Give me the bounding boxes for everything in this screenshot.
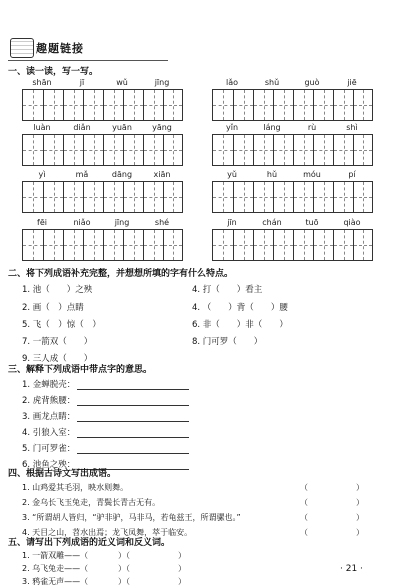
grid-cell[interactable] [273, 230, 293, 260]
grid-cell[interactable] [143, 90, 163, 120]
answer-line[interactable] [77, 428, 189, 438]
pinyin-label: jī [79, 78, 85, 87]
grid-cell[interactable] [253, 135, 273, 165]
poem-item: 1. 山鸡爱其毛羽，映水则舞。 [22, 483, 129, 492]
fill-item[interactable]: 7. 一箭双（ ） [22, 337, 93, 347]
section2-title: 二、将下列成语补充完整，并想想所填的字有什么特点。 [8, 269, 234, 279]
grid-cell[interactable] [313, 90, 333, 120]
grid-cell[interactable] [103, 230, 123, 260]
answer-blank[interactable]: ）（ ） [118, 564, 186, 573]
poem-item: 2. 金乌长飞玉兔走，青鬓长青古无有。 [22, 498, 161, 507]
grid-cell[interactable] [333, 90, 353, 120]
grid-cell[interactable] [163, 135, 182, 165]
pinyin-label: mǎ [75, 170, 89, 179]
pinyin-label: xiān [153, 170, 171, 179]
grid-cell[interactable] [233, 90, 253, 120]
grid-cell[interactable] [103, 135, 123, 165]
answer-blank[interactable]: ）（ ） [118, 577, 186, 586]
item-text: 5. 门可罗雀： [22, 444, 76, 454]
pinyin-label: yuān [112, 123, 132, 132]
writing-grid[interactable] [22, 229, 183, 261]
pinyin-label: láng [263, 123, 281, 132]
header-title: 趣题链接 [36, 42, 84, 55]
pinyin-label: shì [346, 123, 358, 132]
pinyin-label: hǔ [266, 170, 278, 179]
item-text: 3. 画龙点睛： [22, 412, 76, 422]
answer-line[interactable] [77, 380, 189, 390]
grid-cell[interactable] [253, 90, 273, 120]
writing-grid[interactable] [212, 89, 373, 121]
pinyin-label: jīng [114, 218, 130, 227]
section1-title: 一、读一读，写一写。 [8, 67, 99, 77]
fill-item[interactable]: 5. 飞（ ）惊（ ） [22, 320, 101, 330]
grid-cell[interactable] [143, 182, 163, 212]
synonym-item: 1. 一箭双雕——（ [22, 551, 89, 560]
grid-cell[interactable] [63, 230, 83, 260]
pinyin-label: yì [38, 170, 46, 179]
pinyin-label: fēi [37, 218, 47, 227]
grid-cell[interactable] [123, 90, 143, 120]
grid-cell[interactable] [143, 135, 163, 165]
grid-cell[interactable] [163, 90, 182, 120]
grid-cell[interactable] [353, 182, 372, 212]
grid-cell[interactable] [213, 230, 233, 260]
grid-cell[interactable] [103, 182, 123, 212]
grid-cell[interactable] [213, 90, 233, 120]
pinyin-label: niǎo [73, 218, 91, 227]
pinyin-label: dāng [111, 170, 133, 179]
answer-line[interactable] [77, 396, 189, 406]
writing-grid[interactable] [212, 134, 373, 166]
grid-cell[interactable] [233, 182, 253, 212]
grid-cell[interactable] [353, 90, 372, 120]
grid-cell[interactable] [353, 230, 372, 260]
grid-cell[interactable] [23, 90, 43, 120]
grid-cell[interactable] [103, 90, 123, 120]
explain-item [22, 394, 189, 406]
grid-cell[interactable] [83, 230, 103, 260]
item-text: 6. 池鱼之殃： [22, 460, 76, 470]
pinyin-label: móu [303, 170, 321, 179]
item-text: 2. 虎背熊腰： [22, 396, 76, 406]
grid-cell[interactable] [213, 182, 233, 212]
grid-cell[interactable] [63, 182, 83, 212]
grid-cell[interactable] [63, 135, 83, 165]
grid-cell[interactable] [273, 182, 293, 212]
synonym-item: 2. 乌飞兔走——（ [22, 564, 89, 573]
grid-cell[interactable] [273, 135, 293, 165]
section5-title: 五、请写出下列成语的近义词和反义词。 [8, 538, 171, 548]
explain-item [22, 378, 189, 390]
pinyin-label: diǎn [73, 123, 91, 132]
grid-cell[interactable] [163, 182, 182, 212]
answer-paren[interactable]: （ ） [300, 498, 364, 507]
grid-cell[interactable] [123, 230, 143, 260]
grid-cell[interactable] [233, 230, 253, 260]
pinyin-label: guò [304, 78, 320, 87]
pinyin-label: jīn [227, 218, 237, 227]
grid-cell[interactable] [143, 230, 163, 260]
writing-grid[interactable] [212, 229, 373, 261]
fill-item[interactable]: 2. 画（ ）点睛 [22, 303, 84, 313]
explain-item [22, 410, 189, 422]
grid-cell[interactable] [43, 135, 63, 165]
explain-item [22, 426, 189, 438]
item-text: 1. 金蝉脱壳： [22, 380, 76, 390]
poem-item: 4. 天目之山，苕水出焉；龙飞凤舞，萃于临安。 [22, 528, 193, 537]
grid-cell[interactable] [83, 135, 103, 165]
answer-paren[interactable]: （ ） [300, 528, 364, 537]
writing-grid[interactable] [212, 181, 373, 213]
pinyin-label: qiào [343, 218, 361, 227]
writing-grid[interactable] [22, 134, 183, 166]
grid-cell[interactable] [123, 135, 143, 165]
pinyin-label: chán [262, 218, 282, 227]
grid-cell[interactable] [313, 135, 333, 165]
synonym-item: 3. 鸦雀无声——（ [22, 577, 89, 586]
pinyin-label: yǔ [227, 170, 237, 179]
pinyin-label: luàn [33, 123, 51, 132]
grid-cell[interactable] [293, 90, 313, 120]
grid-cell[interactable] [293, 230, 313, 260]
grid-cell[interactable] [253, 230, 273, 260]
pinyin-label: jiē [347, 78, 357, 87]
grid-cell[interactable] [313, 182, 333, 212]
pinyin-label: wǔ [116, 78, 128, 87]
fill-item[interactable]: 6. 非（ ）非（ ） [192, 320, 288, 330]
grid-cell[interactable] [163, 230, 182, 260]
grid-cell[interactable] [23, 230, 43, 260]
grid-cell[interactable] [233, 135, 253, 165]
answer-line[interactable] [77, 444, 189, 454]
explain-item [22, 442, 189, 454]
pinyin-label: pí [348, 170, 356, 179]
grid-cell[interactable] [83, 182, 103, 212]
grid-cell[interactable] [83, 90, 103, 120]
grid-cell[interactable] [353, 135, 372, 165]
grid-cell[interactable] [213, 135, 233, 165]
section3-title: 三、解释下列成语中带点字的意思。 [8, 365, 153, 375]
pinyin-label: jīng [154, 78, 170, 87]
grid-cell[interactable] [273, 90, 293, 120]
item-text: 4. 引狼入室： [22, 428, 76, 438]
page-number: · 21 · [340, 564, 363, 574]
section-header-banner [8, 36, 94, 60]
grid-cell[interactable] [43, 90, 63, 120]
fill-item[interactable]: 4. 打（ ）看主 [192, 285, 263, 295]
fill-item[interactable]: 1. 池（ ）之殃 [22, 285, 93, 295]
grid-cell[interactable] [293, 182, 313, 212]
grid-cell[interactable] [313, 230, 333, 260]
pinyin-label: rù [307, 123, 317, 132]
fill-item[interactable]: 8. 门可罗（ ） [192, 337, 263, 347]
pinyin-label: shǔ [264, 78, 280, 87]
grid-cell[interactable] [333, 182, 353, 212]
grid-cell[interactable] [293, 135, 313, 165]
pinyin-label: tuō [305, 218, 319, 227]
section4-title: 四、根据古诗文写出成语。 [8, 469, 117, 479]
pinyin-label: shé [154, 218, 170, 227]
grid-cell[interactable] [43, 182, 63, 212]
fill-item[interactable]: 4. （ ）背（ ）腰 [192, 303, 288, 313]
book-icon [10, 38, 34, 58]
grid-cell[interactable] [43, 230, 63, 260]
pinyin-label: yǐn [225, 123, 239, 132]
writing-grid[interactable] [22, 181, 183, 213]
grid-cell[interactable] [123, 182, 143, 212]
grid-cell[interactable] [333, 230, 353, 260]
header-divider [8, 60, 168, 61]
poem-item: 3. “所谓胡人皆归，“驴非驴，马非马，若龟兹王，所谓骡也。” [22, 513, 241, 522]
grid-cell[interactable] [23, 182, 43, 212]
answer-paren[interactable]: （ ） [300, 483, 364, 492]
grid-cell[interactable] [333, 135, 353, 165]
writing-grid[interactable] [22, 89, 183, 121]
pinyin-label: yāng [152, 123, 172, 132]
grid-cell[interactable] [23, 135, 43, 165]
fill-item[interactable]: 9. 三人成（ ） [22, 354, 93, 364]
answer-paren[interactable]: （ ） [300, 513, 364, 522]
grid-cell[interactable] [63, 90, 83, 120]
answer-line[interactable] [77, 412, 189, 422]
grid-cell[interactable] [253, 182, 273, 212]
pinyin-label: lǎo [225, 78, 239, 87]
answer-blank[interactable]: ）（ ） [118, 551, 186, 560]
pinyin-label: shān [32, 78, 52, 87]
